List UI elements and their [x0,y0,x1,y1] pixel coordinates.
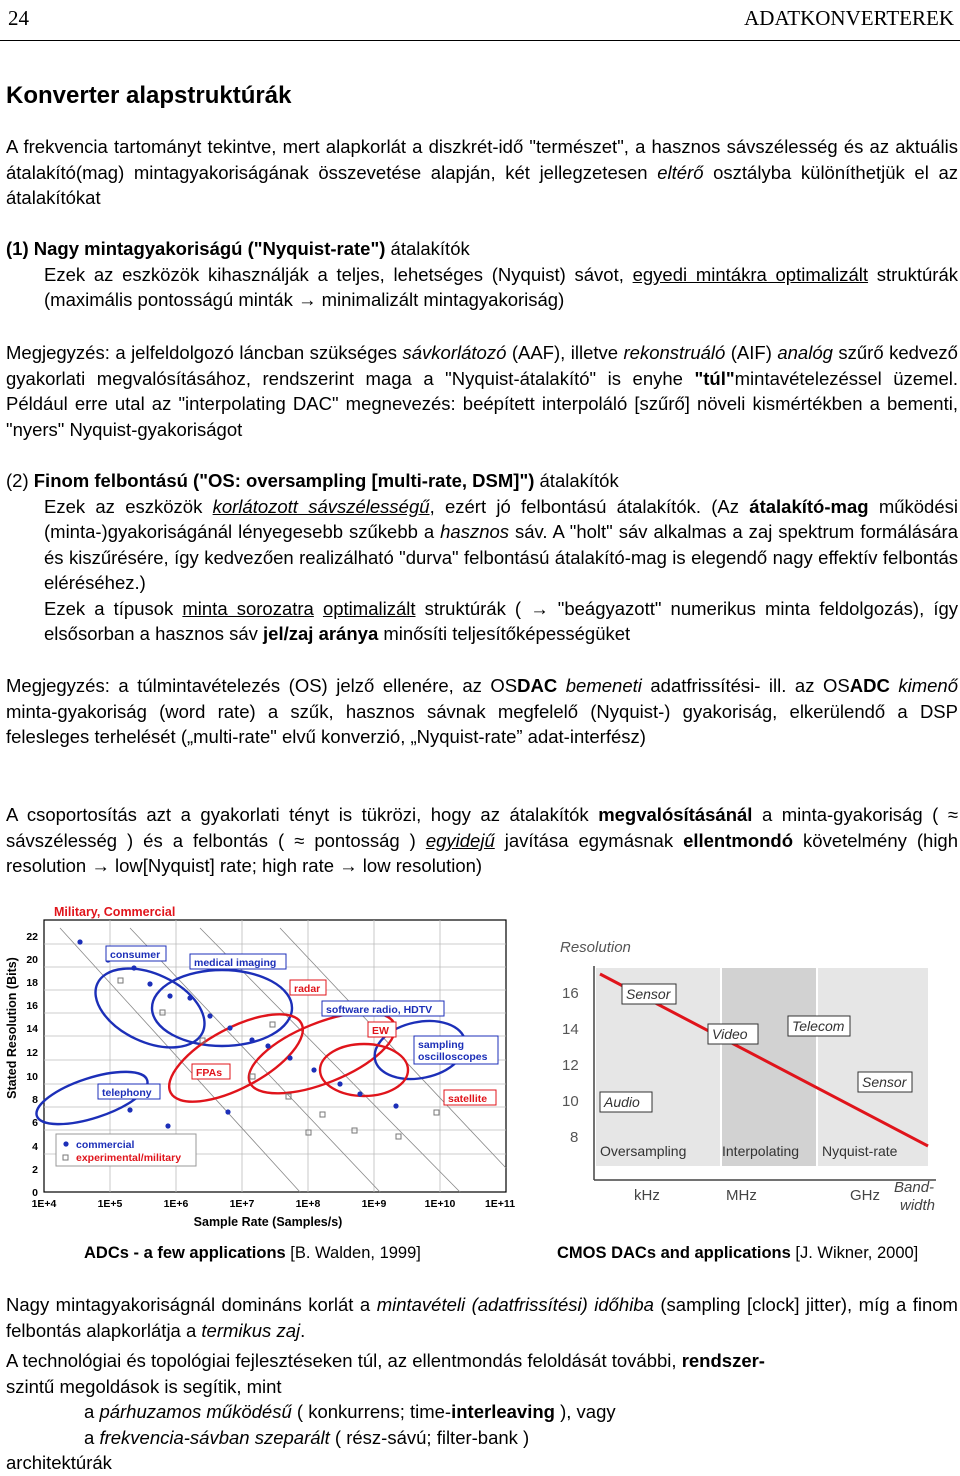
y-tick: 2 [32,1164,38,1176]
note-2: Megjegyzés: a túlmintavételezés (OS) jelző ellenére, az OSDAC bemeneti adatfrissítési- ill. az OSADC kimenő minta-gyakoriság (word rate) a szűk, hasznos sávnak megfelelő (Nyquist-) gyakoriság, elkerülendő a DSP felesleges terhelését („multi-rate" elvű konverzió, „Nyquist-rate” adat-interfész) [6,675,958,747]
box-sensor: Sensor [626,986,671,1002]
arrow-icon: → [297,289,317,310]
label-consumer: consumer [110,949,161,961]
arrow-icon: → [339,855,358,876]
jitter-paragraph: Nagy mintagyakoriságnál domináns korlát a mintavételi (adatfrissítési) időhiba (sampling [clock] jitter), míg a finom felbontás alapkorlátja a termikus zaj. [6,1294,958,1341]
list-item: a párhuzamos működésű ( konkurrens; time-interleaving ), vagy [84,1401,616,1422]
adc-applications-figure [0,898,520,1230]
y-tick: 8 [570,1129,579,1146]
label-radar: radar [294,983,321,995]
y-tick: 10 [562,1093,579,1110]
y-tick: 14 [562,1021,579,1038]
note-1: Megjegyzés: a jelfeldolgozó láncban szükséges sávkorlátozó (AAF), illetve rekonstruáló (AIF) analóg szűrő kedvező gyakorlati megvalósításához, rendszerint maga a "Nyquist-átalakító" is enyhe "túl"mintavételezéssel üzemel. Például erre utal az "interpolating DAC" megnevezés: beépített interpoláló [szűrő] növeli kismértékben a bementi, "nyers" Nyquist-gyakoriságot [6,342,958,440]
arrow-icon: → [530,597,549,619]
label-telephony: telephony [102,1087,152,1099]
label-satellite: satellite [448,1093,488,1105]
box-telecom: Telecom [792,1018,845,1034]
x-tick: 1E+6 [163,1198,189,1210]
running-title: ADATKONVERTEREK [744,6,954,30]
caption-dac: CMOS DACs and applications [J. Wikner, 2000] [557,1244,919,1262]
section-heading: Konverter alapstruktúrák [6,82,292,109]
legend-military: experimental/military [76,1152,182,1164]
x-tick: 1E+11 [484,1198,516,1210]
x-tick: GHz [850,1187,880,1204]
x-tick: 1E+9 [361,1198,387,1210]
intro-paragraph: A frekvencia tartományt tekintve, mert alapkorlát a diszkrét-idő "természet", a hasznos sávszélesség és az aktuális átalakító(mag) mintagyakoriságának összevetése alapján, két jellegzetesen eltérő osztályba különíthetjük el az átalakítókat [6,136,958,208]
y-tick: 14 [26,1023,38,1035]
y-tick: 16 [562,985,579,1002]
box-video: Video [712,1026,748,1042]
y-tick: 12 [26,1047,38,1059]
list-item: a frekvencia-sávban szeparált ( rész-sávú; filter-bank ) [84,1426,530,1448]
band-nyquist: Nyquist-rate [822,1143,898,1159]
grouping-paragraph: A csoportosítás azt a gyakorlati tényt is tükrözi, hogy az átalakítók megvalósításánál a minta-gyakoriság ( ≈ sávszélesség ) és a felbontás ( ≈ pontosság ) egyidejű javítása egymásnak ellentmondó követelmény (high resolution → low[Nyquist] rate; high rate → low resolution) [6,804,959,876]
y-tick: 12 [562,1057,579,1074]
legend-commercial: commercial [76,1139,135,1151]
y-tick: 22 [26,931,38,943]
oversampling-heading: Finom felbontású ("OS: oversampling [multi-rate, DSM]") [33,470,535,491]
x-axis-label: Sample Rate (Samples/s) [193,1215,343,1229]
y-tick: 0 [32,1187,38,1199]
x-tick: 1E+8 [295,1198,321,1210]
box-sensor-2: Sensor [862,1074,907,1090]
y-axis-label: Stated Resolution (Bits) [5,957,19,1099]
y-tick: 6 [32,1117,38,1129]
nyquist-heading: (1) Nagy mintagyakoriságú ("Nyquist-rate") [6,238,386,259]
label-oscilloscopes: oscilloscopes [418,1051,488,1063]
arrow-icon: → [91,855,110,876]
caption-adc: ADCs - a few applications [B. Walden, 1999] [84,1244,421,1262]
page-number: 24 [8,6,29,30]
x-tick: 1E+5 [97,1198,123,1210]
y-tick: 16 [26,1000,38,1012]
approx-icon: ≈ [294,829,305,851]
cmos-dac-figure [556,930,958,1220]
label-software-radio: software radio, HDTV [326,1004,433,1016]
technology-paragraph: A technológiai és topológiai fejlesztéseken túl, az ellentmondás feloldását további, rendszer- szintű megoldások is segítik, mint a párhuzamos működésű ( konkurrens; time-interleaving ), vagy a frekvencia-sávban szeparált ( rész-sávú; filter-bank ) architektúrák [6,1348,958,1476]
label-fpas: FPAs [196,1067,223,1079]
x-axis-label: width [900,1197,936,1214]
fig2-title: Resolution [560,939,631,956]
band-oversampling: Oversampling [600,1143,687,1159]
x-tick: 1E+7 [229,1198,255,1210]
label-sampling: sampling [418,1039,465,1051]
y-tick: 20 [26,954,38,966]
y-tick: 18 [26,977,38,989]
label-medical-imaging: medical imaging [194,957,277,969]
box-audio: Audio [604,1094,640,1110]
approx-icon: ≈ [947,804,958,825]
x-tick: 1E+4 [31,1198,57,1210]
x-tick: MHz [726,1187,757,1204]
page-header [0,0,960,41]
x-axis-label: Band- [894,1179,935,1196]
y-tick: 4 [32,1141,38,1153]
label-ew: EW [372,1025,389,1037]
oversampling-section: (2) Finom felbontású ("OS: oversampling [multi-rate, DSM]") átalakítók Ezek az eszközök korlátozott sávszélességű, ezért jó felbontású átalakítók. (Az átalakító-mag működési (minta-)gyakoriságánál lényegesebb szűkebb a hasznos sáv. A "holt" sáv alkalmas a zaj spektrum formálására és kiszűrésére, így kedvezően realizálható "durva" felbontású átalakító-mag is elegendő nagy effektív felbontás eléréséhez.) Ezek a típusok minta sorozatra optimalizált struktúrák ( → "beágyazott" numerikus minta feldolgozás), így elsősorban a hasznos sáv jel/zaj aránya minősíti teljesítőképességüket [6,470,958,644]
x-tick: 1E+10 [424,1198,456,1210]
band-interpolating: Interpolating [722,1143,800,1159]
fig1-subtitle: Military, Commercial [54,905,176,919]
y-tick: 8 [32,1094,38,1106]
x-tick: kHz [634,1187,660,1204]
y-tick: 10 [26,1071,38,1083]
fig1-legend [56,1134,196,1166]
nyquist-section: (1) Nagy mintagyakoriságú ("Nyquist-rate") átalakítók Ezek az eszközök kihasználják a teljes, lehetséges (Nyquist) sávot, egyedi mintákra optimalizált struktúrák (maximális pontosságú minták → minimalizált mintagyakoriság) [6,238,958,310]
